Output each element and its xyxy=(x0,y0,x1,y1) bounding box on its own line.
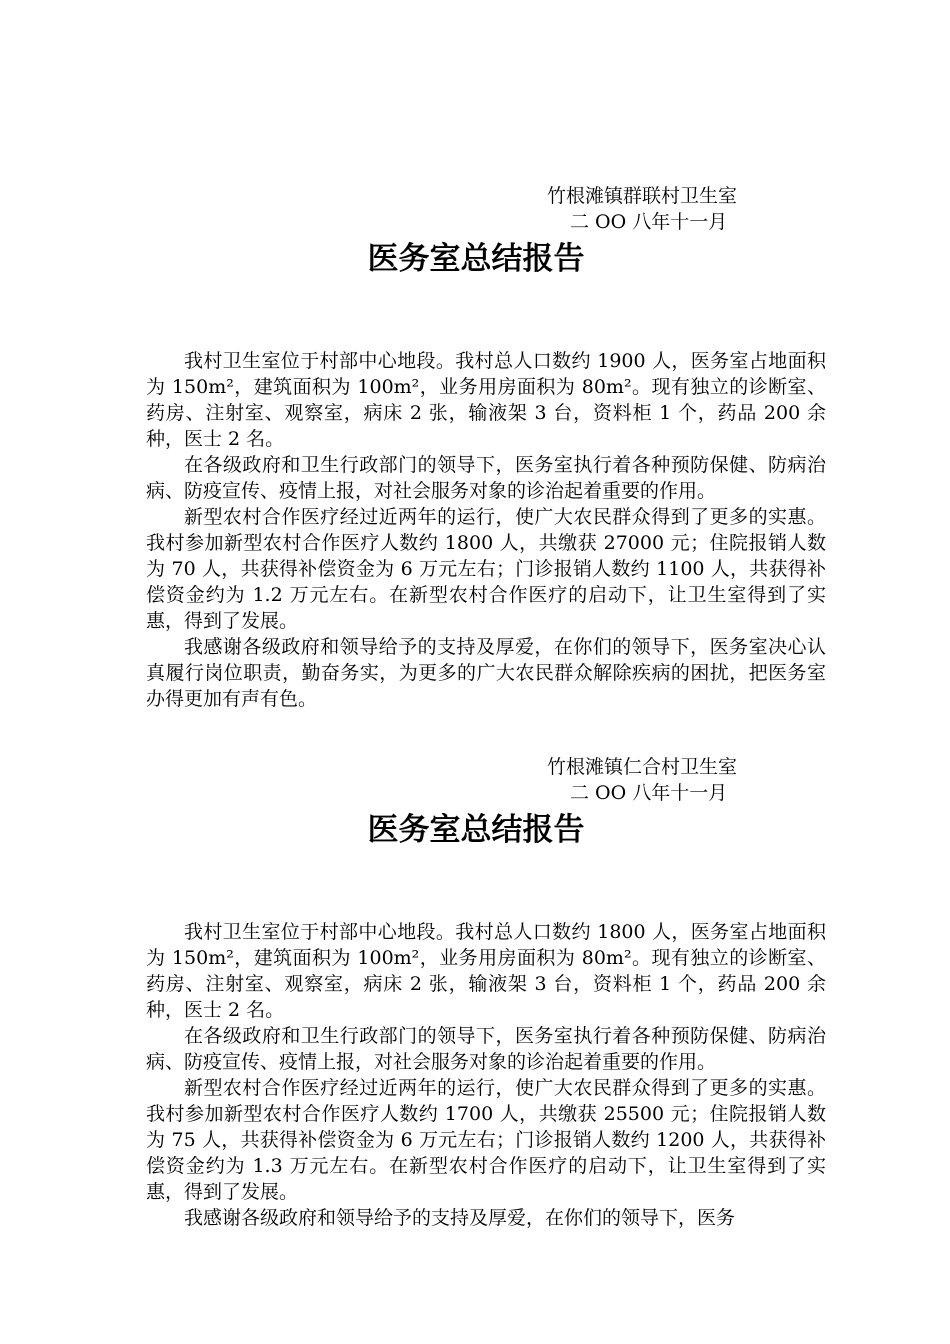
report-section xyxy=(146,754,826,1231)
organization-name: 竹根滩镇仁合村卫生室 xyxy=(547,756,738,778)
organization-name: 竹根滩镇群联村卫生室 xyxy=(547,185,738,207)
report-body xyxy=(146,919,826,1231)
paragraph: 我村卫生室位于村部中心地段。我村总人口数约 1800 人，医务室占地面积为 150m²，建筑面积为 100m²，业务用房面积为 80m²。现有独立的诊断室、药房、注射室、观察室，病床 2 张，输液架 3 台，资料柜 1 个，药品 200 余种，医士 2 名。 xyxy=(146,921,826,1021)
paragraph: 在各级政府和卫生行政部门的领导下，医务室执行着各种预防保健、防病治病、防疫宣传、疫情上报，对社会服务对象的诊治起着重要的作用。 xyxy=(146,454,826,502)
paragraph: 我感谢各级政府和领导给予的支持及厚爱，在你们的领导下，医务 xyxy=(184,1207,736,1229)
report-body xyxy=(146,348,826,712)
paragraph: 在各级政府和卫生行政部门的领导下，医务室执行着各种预防保健、防病治病、防疫宣传、疫情上报，对社会服务对象的诊治起着重要的作用。 xyxy=(146,1025,826,1073)
paragraph: 新型农村合作医疗经过近两年的运行，使广大农民群众得到了更多的实惠。我村参加新型农村合作医疗人数约 1800 人，共缴获 27000 元；住院报销人数为 70 人，共获得补偿资金为 6 万元左右；门诊报销人数约 1100 人，共获得补偿资金约为 1.2 万元左右。在新型农村合作医疗的启动下，让卫生室得到了实惠，得到了发展。 xyxy=(146,506,826,632)
paragraph: 我感谢各级政府和领导给予的支持及厚爱，在你们的领导下，医务室决心认真履行岗位职责，勤奋务实，为更多的广大农民群众解除疾病的困扰，把医务室办得更加有声有色。 xyxy=(146,636,826,710)
report-title: 医务室总结报告 xyxy=(367,812,585,848)
paragraph: 我村卫生室位于村部中心地段。我村总人口数约 1900 人，医务室占地面积为 150m²，建筑面积为 100m²，业务用房面积为 80m²。现有独立的诊断室、药房、注射室、观察室，病床 2 张，输液架 3 台，资料柜 1 个，药品 200 余种，医士 2 名。 xyxy=(146,350,826,450)
report-date: 二 OO 八年十一月 xyxy=(570,782,728,804)
report-section xyxy=(146,183,826,712)
paragraph: 新型农村合作医疗经过近两年的运行，使广大农民群众得到了更多的实惠。我村参加新型农村合作医疗人数约 1700 人，共缴获 25500 元；住院报销人数为 75 人，共获得补偿资金为 6 万元左右；门诊报销人数约 1200 人，共获得补偿资金约为 1.3 万元左右。在新型农村合作医疗的启动下，让卫生室得到了实惠，得到了发展。 xyxy=(146,1077,826,1203)
report-title: 医务室总结报告 xyxy=(367,241,585,277)
report-date: 二 OO 八年十一月 xyxy=(570,211,728,233)
